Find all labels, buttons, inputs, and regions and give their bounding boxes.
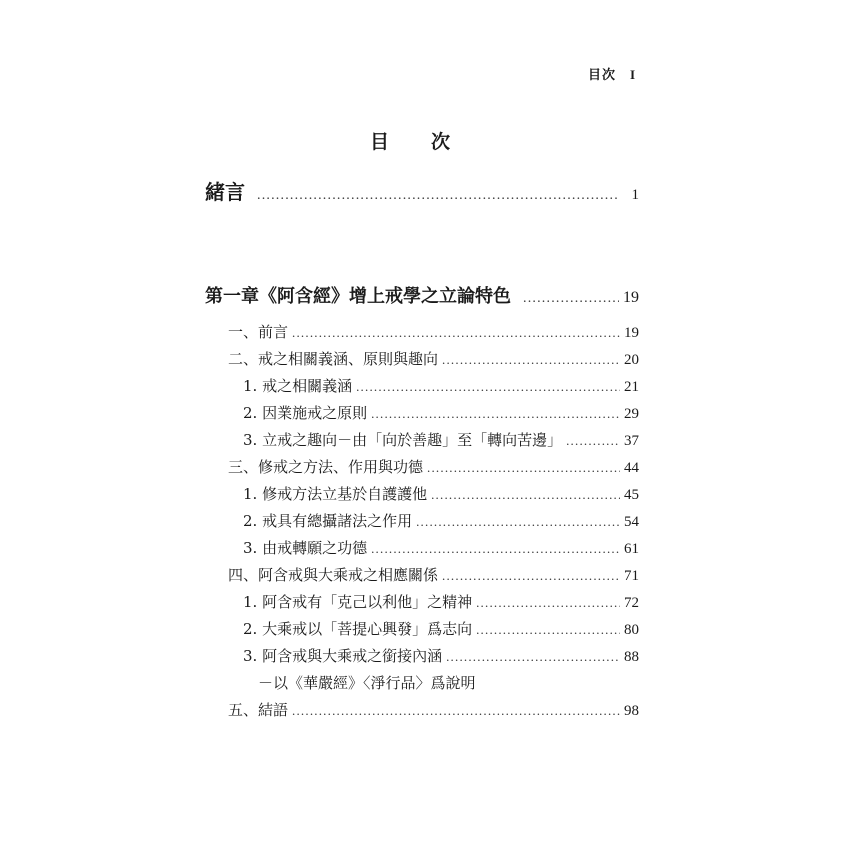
toc-entry-label: 五、結語: [228, 701, 289, 719]
toc-entry-page: 20: [624, 352, 639, 368]
toc-entry[interactable]: [243, 375, 639, 396]
running-head-title: 目次: [588, 68, 617, 83]
toc-entry-page: 98: [624, 703, 639, 719]
toc-entry[interactable]: [243, 483, 639, 504]
toc-title-char-2: 次: [431, 131, 451, 153]
dot-leader: [431, 487, 620, 503]
toc-entry[interactable]: [228, 699, 639, 720]
toc-entry-label: 緒言: [205, 180, 245, 204]
dot-leader: [446, 649, 620, 665]
dot-leader: [442, 568, 620, 584]
toc-entry[interactable]: [243, 402, 639, 423]
dot-leader: [292, 325, 620, 341]
toc-entry-page: 1: [631, 187, 639, 203]
toc-entry[interactable]: [243, 537, 639, 558]
dot-leader: [371, 406, 620, 422]
toc-entry[interactable]: [243, 429, 639, 450]
dot-leader: [566, 433, 620, 449]
dot-leader: [476, 595, 620, 611]
toc-entry-label: 1. 阿含戒有「克己以利他」之精神: [243, 593, 473, 611]
toc-entry-label: 2. 大乘戒以「菩提心興發」爲志向: [243, 620, 473, 638]
toc-entry-page: 37: [624, 433, 639, 449]
toc-title: [370, 127, 450, 154]
dot-leader: [476, 622, 620, 638]
toc-entry-label: 2. 因業施戒之原則: [243, 404, 368, 422]
toc-entry-page: 88: [624, 649, 639, 665]
toc-entry-page: 44: [624, 460, 639, 476]
toc-entry-label: 1. 修戒方法立基於自護護他: [243, 485, 428, 503]
dot-leader: [442, 352, 620, 368]
dot-leader: [416, 514, 620, 530]
toc-title-char-1: 目: [370, 131, 390, 153]
dot-leader: [356, 379, 620, 395]
toc-entry-label: 四、阿含戒與大乘戒之相應關係: [228, 566, 439, 584]
toc-entry-page: 19: [624, 325, 639, 341]
toc-entry-continuation: －以《華嚴經》〈淨行品〉爲說明: [258, 674, 476, 692]
toc-entry-label: 1. 戒之相關義涵: [243, 377, 353, 395]
toc-entry[interactable]: [228, 564, 639, 585]
toc-entry-page: 80: [624, 622, 639, 638]
toc-entry-page: 29: [624, 406, 639, 422]
dot-leader: [371, 541, 620, 557]
toc-entry[interactable]: [243, 645, 639, 666]
dot-leader: [257, 188, 618, 204]
toc-entry-page: 72: [624, 595, 639, 611]
toc-entry[interactable]: [228, 348, 639, 369]
toc-entry-page: 71: [624, 568, 639, 584]
toc-entry-page: 54: [624, 514, 639, 530]
toc-entry-label: 3. 阿含戒與大乘戒之銜接內涵: [243, 647, 443, 665]
dot-leader: [292, 703, 620, 719]
toc-entry-label: 三、修戒之方法、作用與功德: [228, 458, 424, 476]
toc-entry[interactable]: [243, 618, 639, 639]
toc-entry[interactable]: [243, 591, 639, 612]
toc-entry-page: 19: [623, 289, 639, 306]
toc-entry-chapter-1[interactable]: [205, 282, 639, 308]
running-head-page-number: I: [630, 67, 637, 82]
dot-leader: [427, 460, 620, 476]
dot-leader: [523, 291, 619, 307]
toc-entry-label: 2. 戒具有總攝諸法之作用: [243, 512, 413, 530]
toc-entry-label: 二、戒之相關義涵、原則與趣向: [228, 350, 439, 368]
toc-entry[interactable]: [228, 456, 639, 477]
toc-entry-label: 一、前言: [228, 323, 289, 341]
toc-entry-label: 3. 由戒轉願之功德: [243, 539, 368, 557]
toc-entry[interactable]: [243, 510, 639, 531]
toc-entry[interactable]: [228, 321, 639, 342]
toc-entry-label: 3. 立戒之趣向－由「向於善趣」至「轉向苦邊」: [243, 431, 563, 449]
toc-entry-page: 21: [624, 379, 639, 395]
toc-entry-label: 第一章《阿含經》增上戒學之立論特色: [205, 286, 511, 307]
toc-entry-page: 45: [624, 487, 639, 503]
toc-entry-page: 61: [624, 541, 639, 557]
toc-entry-intro[interactable]: [205, 176, 639, 205]
running-head: [588, 64, 636, 83]
